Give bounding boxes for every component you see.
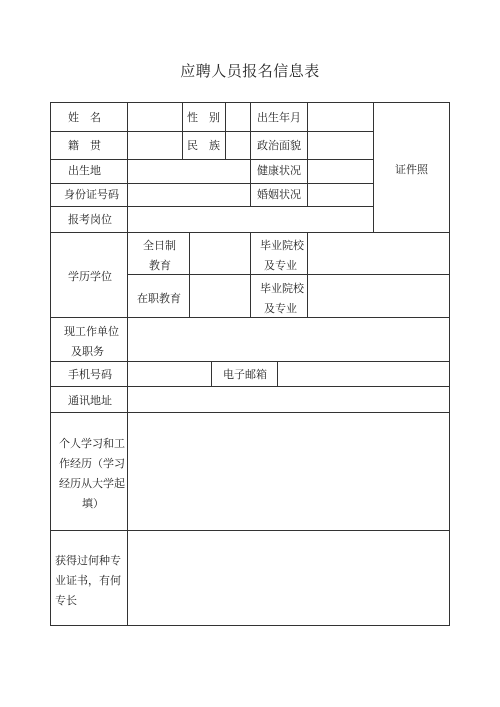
gender-value-cell[interactable]: [226, 104, 249, 130]
photo-area[interactable]: [374, 104, 449, 231]
marital-status-label: 婚姻状况: [257, 188, 301, 201]
parttime-label: 在职教育: [137, 292, 181, 305]
birthplace-label: 出生地: [68, 164, 101, 177]
employer-label-cont: 及职务: [71, 345, 104, 358]
experience-value-cell[interactable]: [128, 413, 449, 529]
marital-status-value-cell[interactable]: [308, 184, 372, 205]
graduated-school-label: 毕业院校: [260, 239, 304, 252]
ethnicity-label: 民 族: [187, 139, 220, 152]
experience-label-cont-3: 填）: [82, 497, 104, 510]
certificates-label: 获得过何种专: [55, 554, 121, 567]
phone-label: 手机号码: [68, 368, 112, 381]
fulltime-label: 全日制: [143, 239, 176, 252]
fulltime-school-value-cell[interactable]: [190, 233, 249, 273]
fulltime-major-value-cell[interactable]: [308, 233, 449, 273]
employer-label: 现工作单位: [64, 325, 119, 338]
health-status-value-cell[interactable]: [308, 160, 372, 182]
birth-date-value-cell[interactable]: [308, 104, 372, 130]
email-label: 电子邮箱: [223, 368, 267, 381]
parttime-major-value-cell[interactable]: [308, 275, 449, 316]
name-label: 姓 名: [68, 111, 101, 124]
birthplace-value-cell[interactable]: [128, 160, 249, 182]
political-status-value-cell[interactable]: [308, 132, 372, 158]
column-divider: [250, 103, 251, 206]
birth-date-label: 出生年月: [257, 111, 301, 124]
column-divider: [182, 103, 183, 159]
graduated-school-2-label: 毕业院校: [260, 282, 304, 295]
certificates-label-cont-2: 专长: [55, 594, 77, 607]
native-place-value-cell[interactable]: [128, 132, 181, 158]
health-status-label: 健康状况: [257, 164, 301, 177]
address-label: 通讯地址: [68, 394, 112, 407]
registration-form-table: [50, 102, 450, 626]
political-status-label: 政治面貌: [257, 139, 301, 152]
name-value-cell[interactable]: [128, 104, 181, 130]
applied-position-label: 报考岗位: [68, 213, 112, 226]
graduated-school-2-label-cont: 及专业: [264, 302, 297, 315]
column-divider: [211, 361, 212, 386]
applied-position-value-cell[interactable]: [128, 207, 372, 231]
form-title: 应聘人员报名信息表: [180, 62, 320, 80]
native-place-label: 籍 贯: [68, 139, 101, 152]
address-value-cell[interactable]: [128, 387, 449, 411]
email-value-cell[interactable]: [278, 362, 449, 385]
graduated-school-label-cont: 及专业: [264, 259, 297, 272]
experience-label: 个人学习和工: [59, 437, 125, 450]
education-degree-label: 学历学位: [68, 270, 112, 283]
parttime-school-value-cell[interactable]: [190, 275, 249, 316]
id-number-value-cell[interactable]: [128, 184, 249, 205]
phone-value-cell[interactable]: [128, 362, 210, 385]
certificates-label-cont-1: 业证书，有何: [55, 574, 121, 587]
gender-label: 性 别: [187, 111, 220, 124]
column-divider: [250, 232, 251, 317]
id-number-label: 身份证号码: [64, 188, 119, 201]
employer-value-cell[interactable]: [128, 318, 449, 360]
experience-label-cont-1: 作经历（学习: [59, 457, 125, 470]
fulltime-label-cont: 教育: [149, 259, 171, 272]
photo-label: 证件照: [395, 163, 428, 176]
ethnicity-value-cell[interactable]: [226, 132, 249, 158]
experience-label-cont-2: 经历从大学起: [59, 477, 125, 490]
certificates-value-cell[interactable]: [128, 531, 449, 625]
